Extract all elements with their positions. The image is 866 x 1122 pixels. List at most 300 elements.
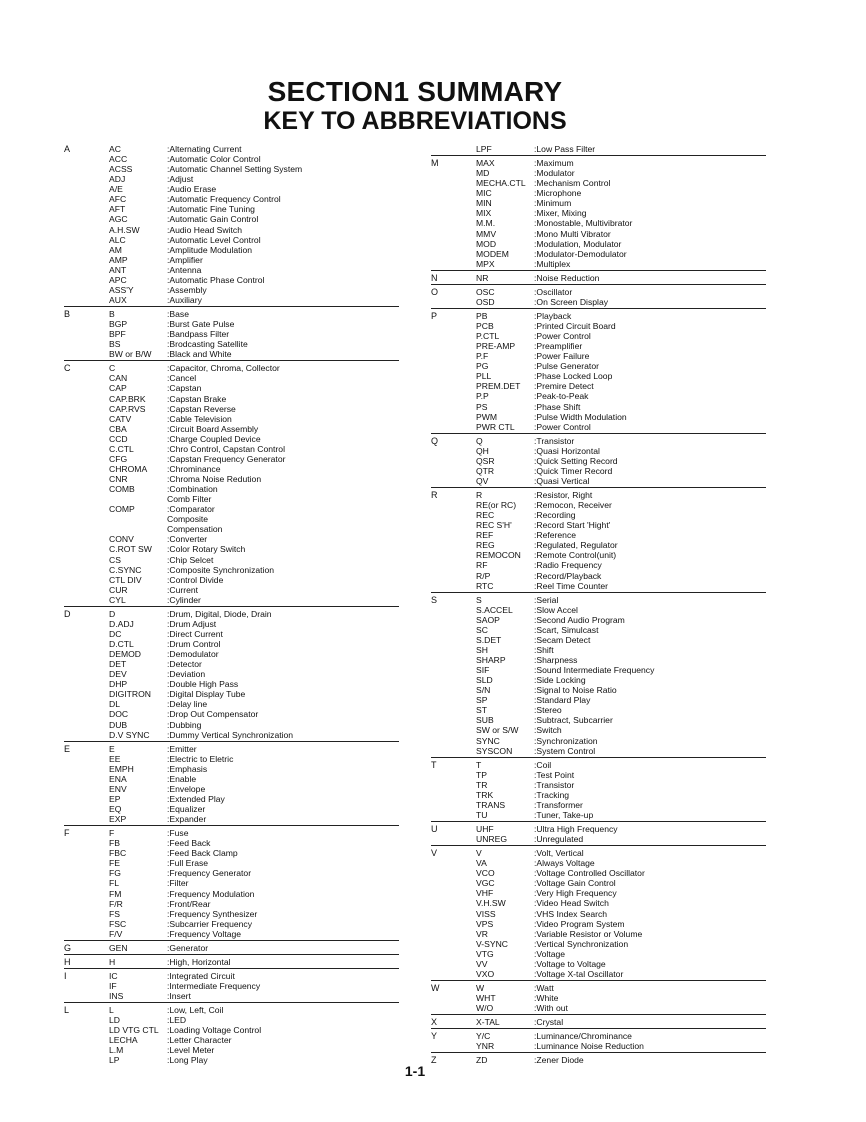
abbreviation-row (109, 619, 399, 629)
abbreviation: GEN (109, 942, 128, 953)
abbreviation (109, 514, 167, 524)
abbreviation-column-right (431, 144, 766, 1068)
abbreviation-row (109, 275, 399, 285)
abbreviation-row (476, 412, 766, 422)
group-letter: I (64, 970, 67, 981)
page-title: SECTION1 SUMMARY (267, 76, 563, 107)
abbreviation: EQ (109, 804, 122, 814)
abbreviation-row (476, 665, 766, 675)
group-entries (109, 744, 399, 825)
abbreviation: CFG (109, 453, 128, 464)
definition: :Subcarrier Frequency (167, 918, 253, 929)
abbreviation-row (476, 790, 766, 800)
abbreviation-row (476, 605, 766, 615)
abbreviation-row (109, 484, 399, 494)
abbreviation: EP (109, 793, 121, 804)
letter-group (431, 273, 766, 285)
abbreviation-row (476, 725, 766, 735)
abbreviation: T (476, 759, 482, 770)
definition: :Power Failure (534, 351, 590, 362)
definition: :Oscillator (534, 286, 573, 297)
abbreviation: RF (476, 560, 488, 571)
abbreviation-row (109, 784, 399, 794)
definition: :Switch (534, 725, 562, 736)
abbreviation-row (476, 983, 766, 993)
abbreviation-row (109, 609, 399, 619)
abbreviation-row (476, 510, 766, 520)
abbreviation-row (476, 144, 766, 154)
letter-group (431, 158, 766, 271)
abbreviation: VA (476, 858, 487, 869)
abbreviation-row (109, 981, 399, 991)
abbreviation-row (476, 402, 766, 412)
abbreviation: AFC (109, 194, 127, 205)
definition: :Shift (534, 644, 554, 655)
letter-group (431, 983, 766, 1015)
abbreviation-row (109, 235, 399, 245)
definition: :Record/Playback (534, 570, 602, 581)
abbreviation: ADJ (109, 174, 126, 185)
abbreviation-row (109, 804, 399, 814)
letter-group (431, 760, 766, 822)
abbreviation: PS (476, 401, 488, 412)
definition: :Playback (534, 310, 572, 321)
letter-group (64, 363, 399, 607)
definition: :Video Program System (534, 918, 625, 929)
abbreviation: ST (476, 705, 487, 716)
definition: :Printed Circuit Board (534, 321, 616, 331)
definition: :Frequency Generator (167, 868, 252, 879)
abbreviation-row (109, 629, 399, 639)
group-entries (476, 273, 766, 283)
definition: :Subtract, Subcarrier (534, 715, 613, 726)
definition: :Chro Control, Capstan Control (167, 443, 285, 454)
abbreviation-row (476, 456, 766, 466)
abbreviation-row (476, 645, 766, 655)
abbreviation-row (476, 331, 766, 341)
definition: :Sharpness (534, 655, 578, 665)
abbreviation: VGC (476, 878, 495, 889)
abbreviation: NR (476, 272, 489, 283)
group-letter: Q (431, 435, 439, 446)
abbreviation: DEMOD (109, 649, 141, 660)
letter-group (64, 971, 399, 1003)
abbreviation-row (109, 514, 399, 524)
letter-group (64, 144, 399, 307)
definition: :Electric to Eletric (167, 753, 234, 764)
group-entries (476, 1031, 766, 1051)
abbreviation: REMOCON (476, 550, 521, 561)
group-letter: U (431, 824, 438, 834)
abbreviation-row (476, 635, 766, 645)
abbreviation: QV (476, 475, 489, 486)
abbreviation: MIN (476, 198, 492, 209)
group-letter: B (64, 309, 71, 319)
abbreviation: FB (109, 838, 120, 849)
abbreviation: TU (476, 809, 488, 820)
abbreviation: FG (109, 868, 121, 879)
definition: :Synchronization (534, 735, 598, 746)
group-letter: X (431, 1017, 438, 1028)
definition: :Black and White (167, 349, 232, 360)
abbreviation: BPF (109, 329, 126, 340)
abbreviation: MAX (476, 158, 495, 169)
group-entries (476, 760, 766, 820)
abbreviation: UHF (476, 824, 494, 834)
definition: :Adjust (167, 174, 194, 185)
abbreviation-row (109, 144, 399, 154)
abbreviation: MODEM (476, 248, 509, 259)
definition: :Enable (167, 773, 197, 784)
definition: :System Control (534, 745, 596, 756)
abbreviation: VR (476, 928, 488, 939)
abbreviation: SYNC (476, 735, 500, 746)
abbreviation-row (476, 188, 766, 198)
abbreviation-row (109, 204, 399, 214)
definition: Compensation (167, 524, 223, 535)
definition: :Drum, Digital, Diode, Drain (167, 608, 272, 619)
definition: :Video Head Switch (534, 898, 609, 909)
abbreviation: EXP (109, 814, 127, 825)
abbreviation: SAOP (476, 614, 500, 625)
definition: :Scart, Simulcast (534, 624, 599, 635)
definition: :Zener Diode (534, 1055, 584, 1066)
abbreviation: D.V SYNC (109, 729, 150, 740)
definition: :Combination (167, 484, 218, 495)
letter-group (431, 824, 766, 846)
abbreviation-row (109, 255, 399, 265)
abbreviation-row (109, 699, 399, 709)
definition: :Frequency Voltage (167, 928, 242, 939)
definition: :Coil (534, 759, 552, 770)
abbreviation-row (476, 466, 766, 476)
abbreviation: C.SYNC (109, 564, 142, 575)
definition: :Mono Multi Vibrator (534, 228, 611, 239)
definition: :Antenna (167, 264, 202, 275)
abbreviation-row (109, 544, 399, 554)
definition: :Direct Current (167, 628, 223, 639)
abbreviation: LECHA (109, 1035, 138, 1046)
definition: :Insert (167, 991, 191, 1002)
group-entries (476, 1017, 766, 1027)
abbreviation-row (109, 575, 399, 585)
definition: :Luminance Noise Reduction (534, 1041, 644, 1052)
letter-group (431, 144, 766, 156)
definition: :Radio Frequency (534, 560, 602, 571)
abbreviation-row (476, 919, 766, 929)
abbreviation: FBC (109, 848, 127, 859)
abbreviation-row (476, 770, 766, 780)
group-entries (109, 1005, 399, 1065)
definition: :Demodulator (167, 649, 219, 660)
abbreviation-row (476, 381, 766, 391)
letter-group (64, 744, 399, 827)
definition: :Vertical Synchronization (534, 938, 629, 949)
group-entries (476, 144, 766, 154)
definition: :Filter (167, 878, 189, 889)
abbreviation: F/R (109, 898, 123, 909)
abbreviation: P.P (476, 391, 489, 402)
definition: :Delay line (167, 699, 208, 710)
abbreviation: PRE-AMP (476, 341, 516, 352)
abbreviation-row (476, 500, 766, 510)
abbreviation: D (109, 608, 116, 619)
abbreviation-row (476, 878, 766, 888)
definition: :Capstan Brake (167, 393, 227, 404)
group-entries (476, 436, 766, 486)
definition: :With out (534, 1003, 568, 1014)
abbreviation: MIX (476, 208, 492, 219)
abbreviation-row (109, 1015, 399, 1025)
definition: :Automatic Color Control (167, 154, 261, 165)
definition: :Circuit Board Assembly (167, 423, 259, 434)
abbreviation-row (476, 550, 766, 560)
definition: :Front/Rear (167, 898, 211, 909)
definition: :Automatic Frequency Control (167, 194, 281, 205)
definition: :Dummy Vertical Synchronization (167, 729, 294, 740)
abbreviation-row (476, 760, 766, 770)
definition: :Capstan (167, 383, 202, 394)
abbreviation-row (109, 585, 399, 595)
group-letter: O (431, 286, 439, 297)
abbreviation: REF (476, 530, 494, 541)
definition: :Capacitor, Chroma, Collector (167, 363, 280, 374)
definition: :Envelope (167, 783, 206, 794)
abbreviation-row (476, 868, 766, 878)
definition: :Microphone (534, 188, 582, 199)
definition: :Power Control (534, 421, 591, 432)
definition: :Crystal (534, 1017, 564, 1028)
abbreviation: QH (476, 445, 489, 456)
abbreviation: TP (476, 769, 487, 780)
definition: Composite (167, 514, 209, 525)
abbreviation: CHROMA (109, 463, 148, 474)
abbreviation-row (476, 229, 766, 239)
definition: :Feed Back Clamp (167, 848, 238, 859)
abbreviation-row (109, 971, 399, 981)
abbreviation: Y/C (476, 1031, 491, 1042)
definition: :Voltage Controlled Oscillator (534, 868, 645, 879)
definition: :Amplitude Modulation (167, 244, 253, 255)
abbreviation: PB (476, 310, 488, 321)
abbreviation: DOC (109, 709, 129, 720)
abbreviation: DET (109, 659, 127, 670)
abbreviation: VTG (476, 948, 494, 959)
definition: :Drop Out Compensator (167, 709, 259, 720)
abbreviation-row (109, 794, 399, 804)
group-letter: V (431, 848, 438, 859)
abbreviation-row (109, 878, 399, 888)
abbreviation-row (109, 555, 399, 565)
definition: :Dubbing (167, 719, 202, 730)
definition: :Automatic Level Control (167, 234, 261, 245)
group-letter: H (64, 956, 71, 967)
definition: :White (534, 993, 559, 1003)
abbreviation-row (476, 800, 766, 810)
definition: :Assembly (167, 284, 207, 295)
letter-group (431, 490, 766, 593)
abbreviation-row (109, 184, 399, 194)
abbreviation: B (109, 309, 115, 319)
abbreviation-row (476, 625, 766, 635)
definition: :Pulse Generator (534, 361, 599, 372)
group-entries (109, 144, 399, 305)
definition: :Transistor (534, 435, 575, 446)
abbreviation: CAN (109, 373, 128, 384)
abbreviation: SYSCON (476, 745, 513, 756)
abbreviation: VCO (476, 868, 495, 879)
abbreviation: CTL DIV (109, 574, 142, 585)
abbreviation: REC (476, 510, 495, 521)
definition: :Cancel (167, 373, 197, 384)
definition: :Luminance/Chrominance (534, 1031, 632, 1042)
abbreviation: REG (476, 540, 495, 551)
definition: :Mixer, Mixing (534, 208, 587, 219)
abbreviation: ACC (109, 154, 128, 165)
definition: :Chrominance (167, 463, 221, 474)
abbreviation: CS (109, 554, 121, 565)
abbreviation: CATV (109, 413, 132, 424)
abbreviation: SIF (476, 665, 490, 676)
abbreviation-row (476, 540, 766, 550)
abbreviation-row (476, 993, 766, 1003)
abbreviation-row (109, 245, 399, 255)
abbreviation-row (476, 476, 766, 486)
abbreviation: RTC (476, 580, 494, 591)
definition: :Letter Character (167, 1035, 232, 1046)
definition: :Transistor (534, 779, 575, 790)
abbreviation-row (476, 581, 766, 591)
abbreviation-row (109, 919, 399, 929)
abbreviation: H (109, 956, 116, 967)
abbreviation: W (476, 982, 485, 993)
group-entries (109, 828, 399, 939)
definition: :Phase Locked Loop (534, 371, 613, 382)
definition: Comb Filter (167, 494, 212, 505)
definition: :Automatic Phase Control (167, 274, 265, 285)
definition: :Reel Time Counter (534, 580, 609, 591)
abbreviation-row (476, 530, 766, 540)
definition: :Comparator (167, 504, 215, 515)
definition: :Cylinder (167, 594, 201, 605)
abbreviation-row (476, 446, 766, 456)
definition: :Unregulated (534, 834, 584, 845)
definition: :Modulator-Demodulator (534, 248, 627, 259)
definition: :Chroma Noise Redution (167, 474, 262, 484)
abbreviation-row (109, 957, 399, 967)
definition: :Current (167, 584, 199, 595)
abbreviation-row (109, 669, 399, 679)
abbreviation: R (476, 490, 483, 500)
abbreviation-row (109, 774, 399, 784)
abbreviation: COMP (109, 504, 135, 515)
abbreviation: ASS'Y (109, 284, 134, 295)
abbreviation-row (476, 888, 766, 898)
definition: :Color Rotary Switch (167, 544, 246, 555)
abbreviation: BS (109, 339, 121, 350)
abbreviation: VXO (476, 968, 495, 979)
definition: :Deviation (167, 669, 206, 680)
group-entries (109, 609, 399, 740)
abbreviation: CONV (109, 534, 134, 545)
definition: :Tuner, Take-up (534, 809, 594, 820)
definition: :High, Horizontal (167, 956, 231, 967)
abbreviation: MMV (476, 228, 497, 239)
abbreviation-row (476, 909, 766, 919)
abbreviation: WHT (476, 993, 496, 1003)
group-letter: L (64, 1005, 70, 1016)
abbreviation: C.CTL (109, 443, 134, 454)
abbreviation-row (476, 341, 766, 351)
definition: :Capstan Reverse (167, 403, 236, 414)
abbreviation-row (476, 705, 766, 715)
abbreviation: MD (476, 168, 490, 179)
abbreviation: L.M (109, 1045, 124, 1056)
group-entries (476, 824, 766, 844)
abbreviation-row (109, 174, 399, 184)
group-entries (109, 363, 399, 605)
abbreviation-row (109, 295, 399, 305)
definition: :Drum Control (167, 639, 221, 649)
abbreviation: V (476, 848, 482, 859)
abbreviation: FM (109, 888, 122, 899)
abbreviation: YNR (476, 1041, 495, 1052)
definition: :Volt, Vertical (534, 848, 584, 859)
definition: :Sound Intermediate Frequency (534, 665, 655, 676)
definition: :Composite Synchronization (167, 564, 274, 575)
abbreviation-row (109, 1045, 399, 1055)
abbreviation: S.ACCEL (476, 604, 513, 615)
abbreviation: V-SYNC (476, 938, 508, 949)
abbreviation-column-left (64, 144, 399, 1069)
abbreviation-row (476, 824, 766, 834)
definition: :Detector (167, 659, 202, 670)
abbreviation: VISS (476, 908, 496, 919)
abbreviation-row (476, 520, 766, 530)
abbreviation: LD VTG CTL (109, 1025, 159, 1036)
abbreviation-row (109, 848, 399, 858)
abbreviation-row (476, 834, 766, 844)
definition: :Long Play (167, 1055, 208, 1066)
abbreviation: W/O (476, 1003, 494, 1014)
abbreviation-row (109, 899, 399, 909)
abbreviation-row (109, 929, 399, 939)
abbreviation-row (109, 659, 399, 669)
abbreviation: REC S'H' (476, 520, 512, 531)
abbreviation: PCB (476, 321, 494, 331)
letter-group (431, 1031, 766, 1053)
abbreviation-row (109, 909, 399, 919)
group-letter: S (431, 594, 438, 605)
definition: :Secam Detect (534, 634, 591, 645)
abbreviation: SC (476, 624, 488, 635)
group-entries (476, 983, 766, 1013)
abbreviation: F/V (109, 928, 123, 939)
abbreviation: ACSS (109, 164, 133, 175)
definition: :Serial (534, 594, 559, 605)
abbreviation: DHP (109, 679, 128, 690)
abbreviation: LP (109, 1055, 120, 1066)
definition: :Cable Television (167, 413, 232, 424)
abbreviation: AUX (109, 294, 127, 305)
page-number: 1-1 (404, 1063, 426, 1079)
abbreviation: MPX (476, 258, 495, 269)
abbreviation-row (109, 464, 399, 474)
abbreviation (109, 524, 167, 534)
abbreviation: DC (109, 628, 122, 639)
abbreviation-row (476, 249, 766, 259)
definition: :Feed Back (167, 838, 211, 849)
